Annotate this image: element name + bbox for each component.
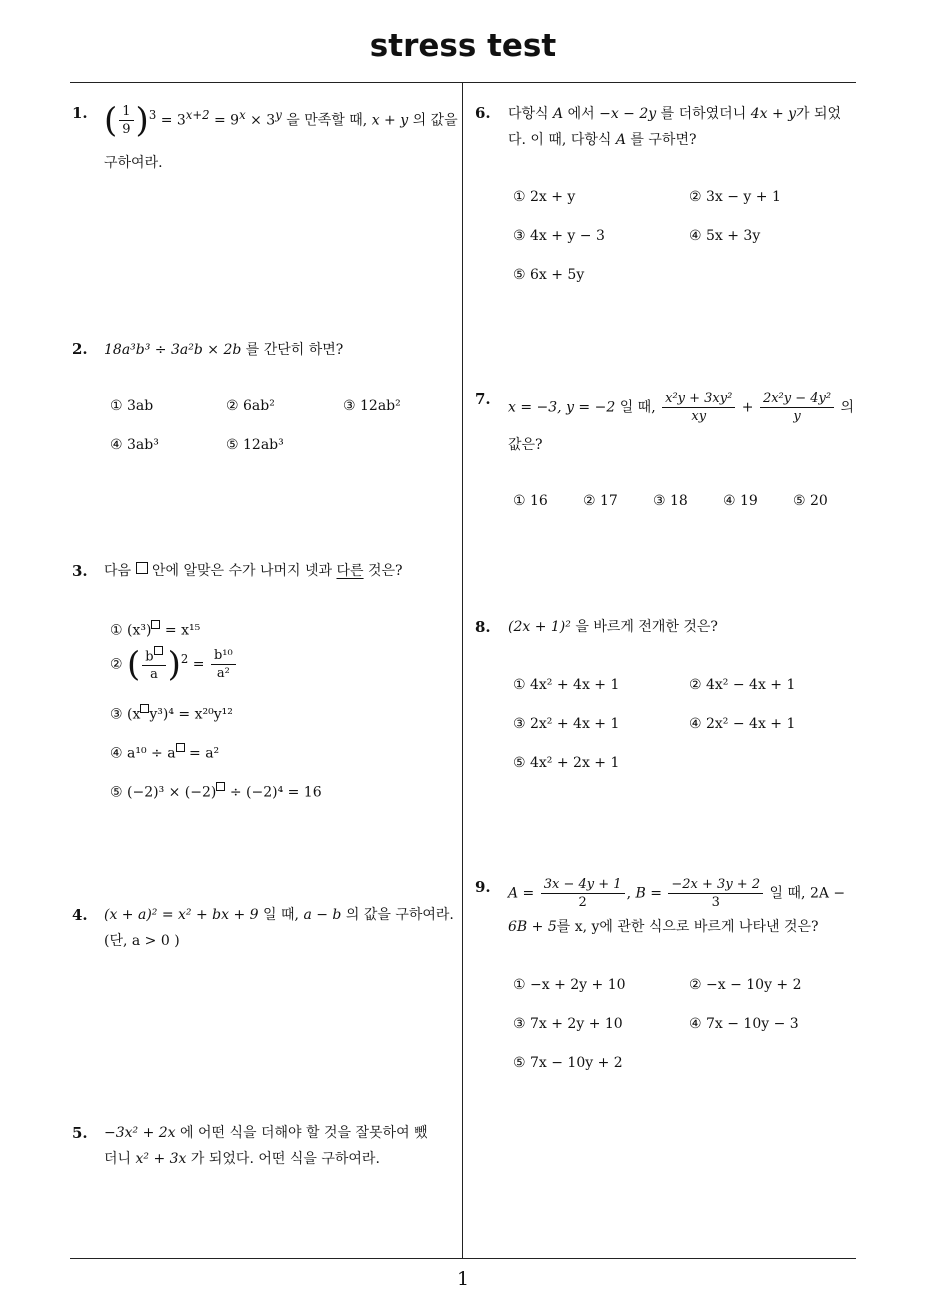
question-number: 7. <box>475 390 491 408</box>
page-number: 1 <box>456 1268 470 1290</box>
blank-box-icon <box>176 743 185 752</box>
choice-1[interactable]: ① 16 <box>513 493 548 509</box>
page-title: stress test <box>369 28 557 64</box>
blank-box-icon <box>154 646 163 655</box>
choice-4[interactable]: ④ 7x − 10y − 3 <box>689 1016 799 1032</box>
question-stem: (2x + 1)² 을 바르게 전개한 것은? <box>508 619 718 635</box>
choice-2[interactable]: ② ( $\frac{b}{a}$ )$^2$ = $\frac{\text{b¹⁰}}{\text{a²}}$ <box>110 646 238 683</box>
choice-5[interactable]: ⑤ 6x + 5y <box>513 267 585 283</box>
choice-2[interactable]: ② 6ab² <box>226 398 275 414</box>
question-stem: −3x² + 2x 에 어떤 식을 더해야 할 것을 잘못하여 뺐 <box>104 1125 428 1141</box>
choice-5[interactable]: ⑤ (−2)³ × (−2) ÷ (−2)⁴ = 16 <box>110 782 322 801</box>
choice-3[interactable]: ③ 18 <box>653 493 688 509</box>
choice-1[interactable]: ① 3ab <box>110 398 154 414</box>
question-stem: x = −3, y = −2 일 때, $\frac{\text{x²y + 3xy²}}{xy}$ + $\frac{\text{2x²y − 4y²}}{y}$ 의 <box>508 391 855 424</box>
question-stem: 다항식 A 에서 −x − 2y 를 더하였더니 4x + y가 되었 <box>508 106 842 122</box>
choice-2[interactable]: ② 3x − y + 1 <box>689 189 781 205</box>
question-condition: (단, a > 0 ) <box>104 933 180 949</box>
question-number: 9. <box>475 878 491 896</box>
choice-4[interactable]: ④ 3ab³ <box>110 437 159 453</box>
choice-3[interactable]: ③ 12ab² <box>343 398 401 414</box>
choice-5[interactable]: ⑤ 4x² + 2x + 1 <box>513 755 620 771</box>
choice-1[interactable]: ① 2x + y <box>513 189 576 205</box>
blank-box-icon <box>140 704 149 713</box>
question-stem-cont: 값은? <box>508 437 543 453</box>
question-stem: 다음 안에 알맞은 수가 나머지 넷과 다른 것은? <box>104 563 403 579</box>
choice-3[interactable]: ③ 2x² + 4x + 1 <box>513 716 620 732</box>
choice-4[interactable]: ④ 2x² − 4x + 1 <box>689 716 796 732</box>
choice-5[interactable]: ⑤ 7x − 10y + 2 <box>513 1055 623 1071</box>
choice-3[interactable]: ③ (x y³)⁴ = x²⁰y¹² <box>110 704 233 723</box>
question-stem: A = $\frac{3x - 4y + 1}{2}$ , B = $\frac{-2x + 3y + 2}{3}$ 일 때, 2A − <box>508 877 846 910</box>
question-stem: ( $\frac{1}{9}$ )$^3 = 3^{x+2} = 9^x \times 3^y$ 을 만족할 때, x + y 의 값을 <box>104 100 458 141</box>
choice-2[interactable]: ② 17 <box>583 493 618 509</box>
choice-1[interactable]: ① −x + 2y + 10 <box>513 977 626 993</box>
question-number: 2. <box>72 340 88 358</box>
choice-5[interactable]: ⑤ 12ab³ <box>226 437 284 453</box>
choice-1[interactable]: ① 4x² + 4x + 1 <box>513 677 620 693</box>
choice-3[interactable]: ③ 7x + 2y + 10 <box>513 1016 623 1032</box>
choice-4[interactable]: ④ a¹⁰ ÷ a = a² <box>110 743 219 762</box>
top-rule <box>70 82 856 83</box>
question-stem-cont: 다. 이 때, 다항식 A 를 구하면? <box>508 132 697 148</box>
question-stem-cont: 더니 x² + 3x 가 되었다. 어떤 식을 구하여라. <box>104 1151 380 1167</box>
question-stem-cont: 구하여라. <box>104 155 163 171</box>
choice-1[interactable]: ① (x³) = x¹⁵ <box>110 620 200 639</box>
choice-2[interactable]: ② 4x² − 4x + 1 <box>689 677 796 693</box>
choice-5[interactable]: ⑤ 20 <box>793 493 828 509</box>
question-stem: (x + a)² = x² + bx + 9 일 때, a − b 의 값을 구하여라. <box>104 907 454 923</box>
question-stem-cont: 6B + 5를 x, y에 관한 식으로 바르게 나타낸 것은? <box>508 919 819 935</box>
bottom-rule <box>70 1258 856 1259</box>
question-number: 6. <box>475 104 491 122</box>
choice-4[interactable]: ④ 5x + 3y <box>689 228 761 244</box>
question-number: 8. <box>475 618 491 636</box>
question-stem: 18a³b³ ÷ 3a²b × 2b 를 간단히 하면? <box>104 342 344 358</box>
question-number: 5. <box>72 1124 88 1142</box>
choice-2[interactable]: ② −x − 10y + 2 <box>689 977 802 993</box>
question-number: 1. <box>72 104 88 122</box>
question-number: 3. <box>72 562 88 580</box>
blank-box-icon <box>136 562 148 574</box>
question-number: 4. <box>72 906 88 924</box>
column-divider <box>462 82 463 1258</box>
choice-3[interactable]: ③ 4x + y − 3 <box>513 228 605 244</box>
choice-4[interactable]: ④ 19 <box>723 493 758 509</box>
